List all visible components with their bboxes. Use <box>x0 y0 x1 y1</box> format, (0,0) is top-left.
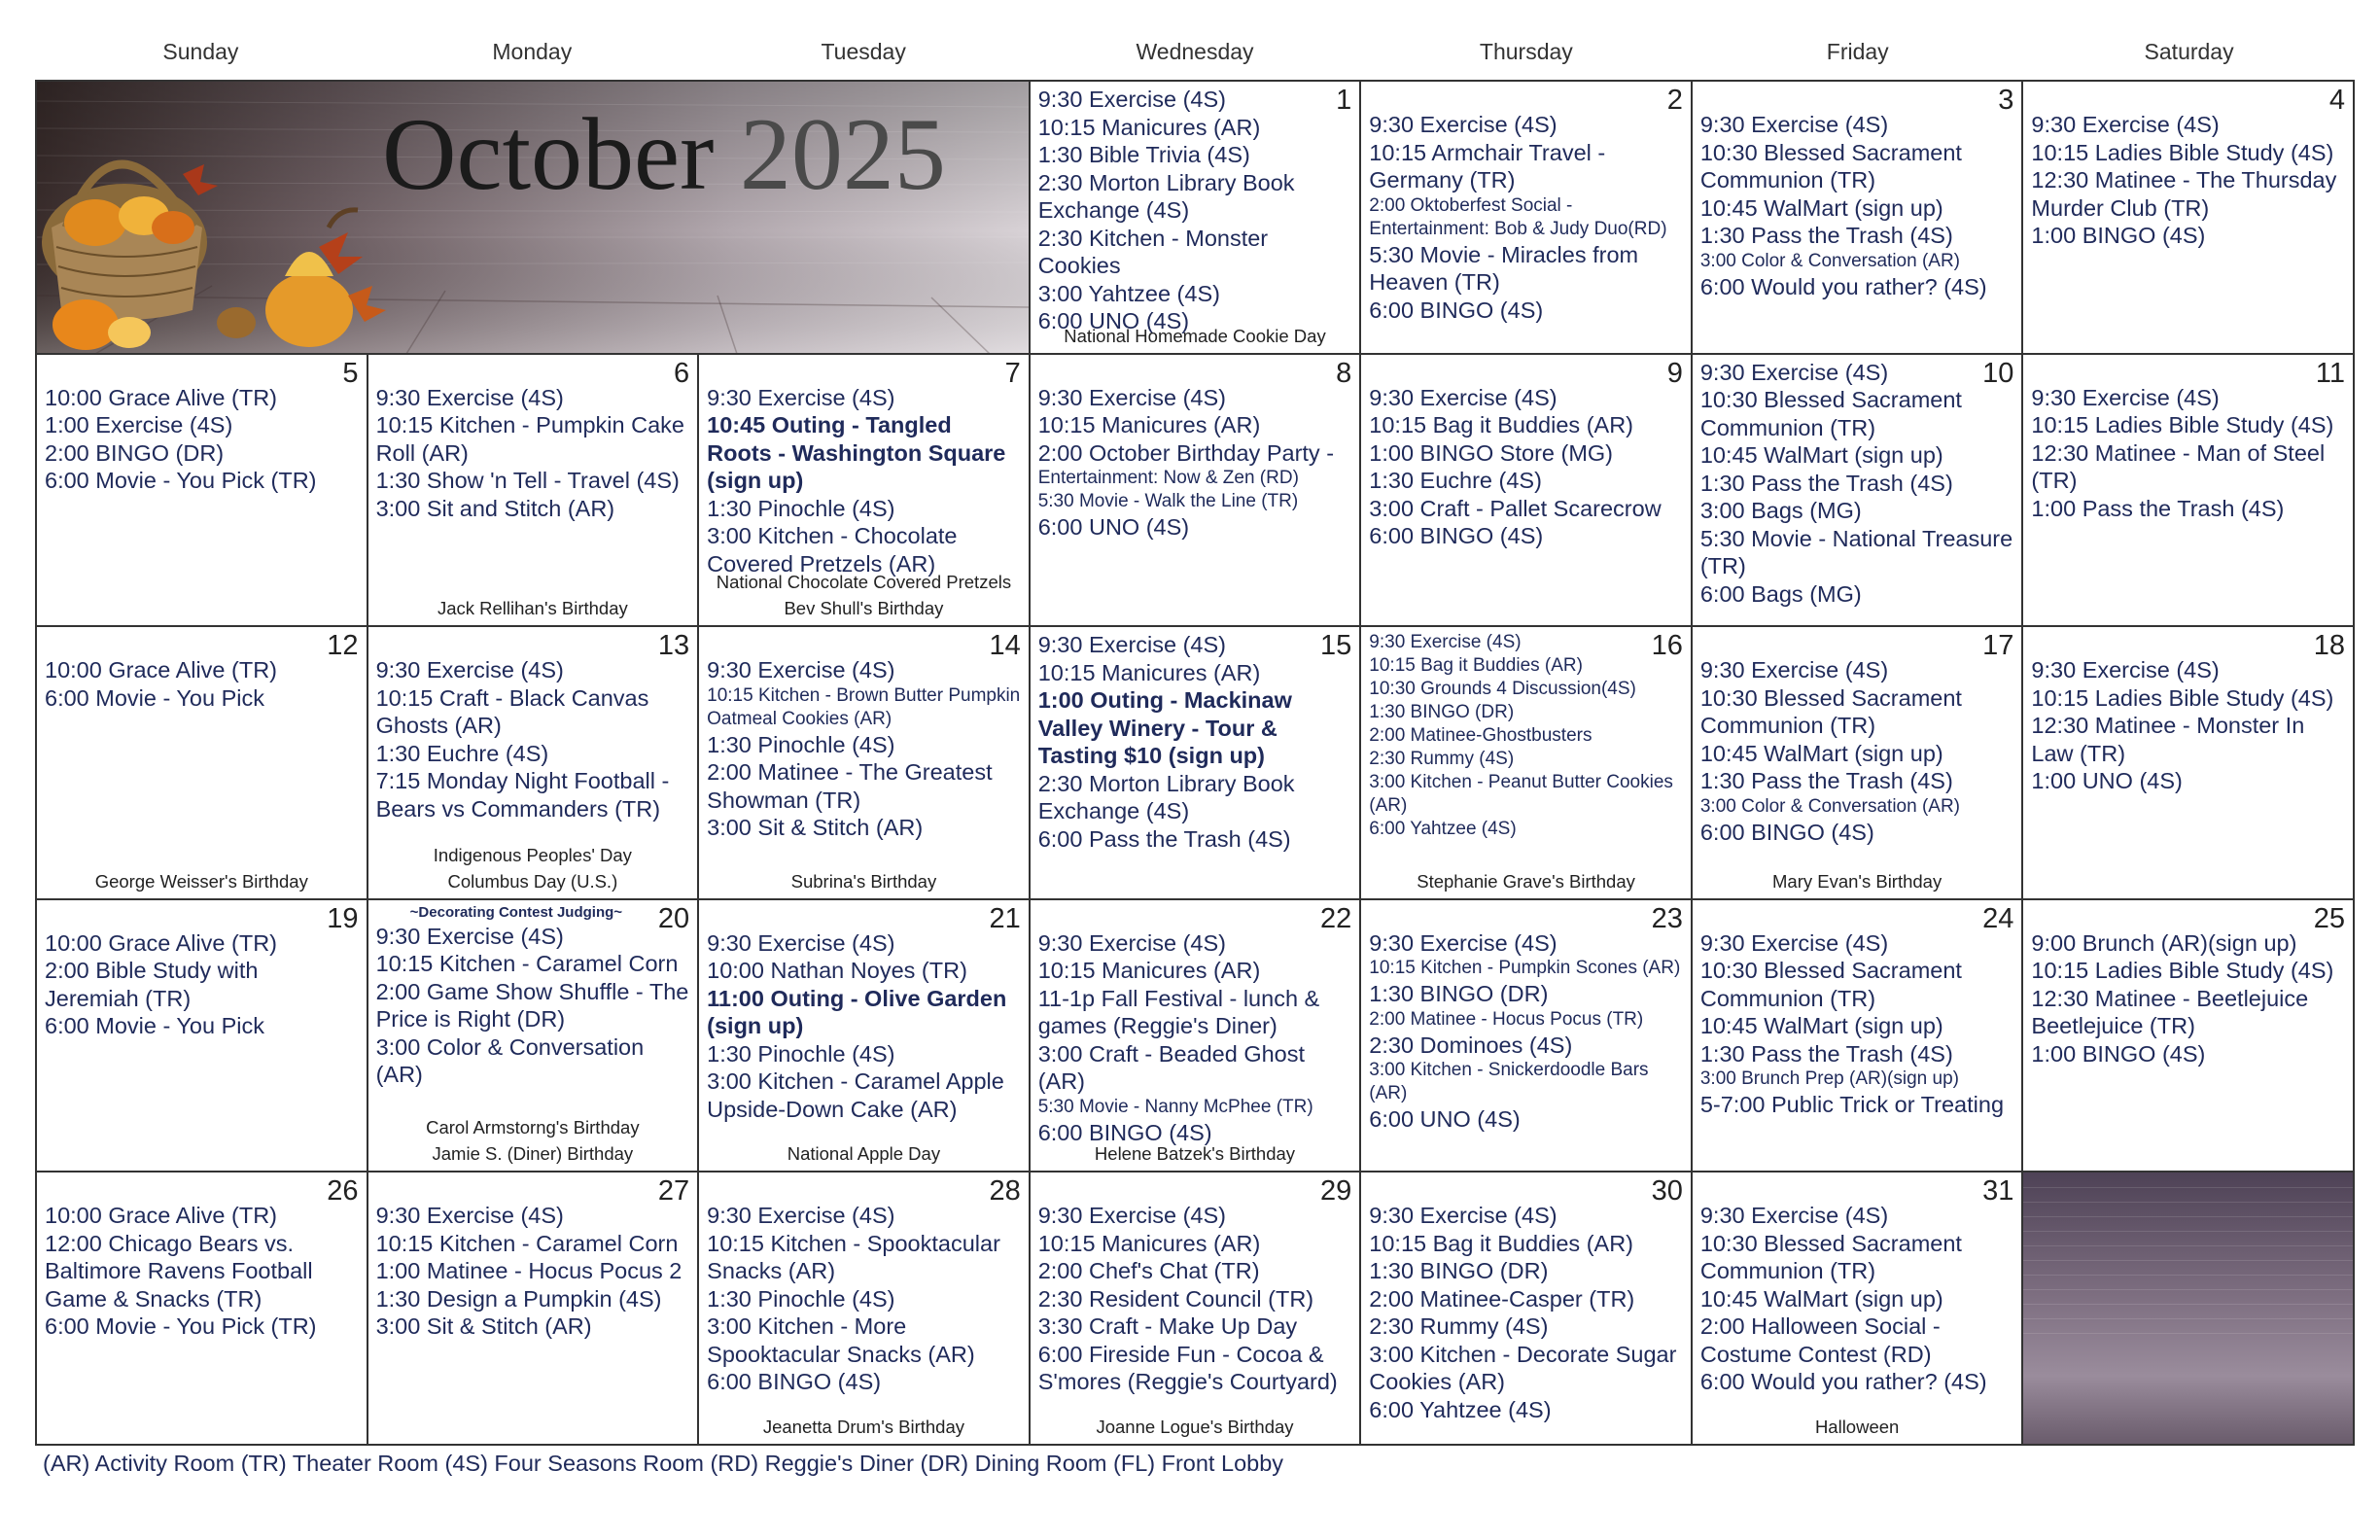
event-item: 9:30 Exercise (4S) <box>1699 359 1889 385</box>
event-item: 3:00 Bags (MG) <box>1699 498 1862 524</box>
event-item: 6:00 BINGO (4S) <box>707 1369 882 1395</box>
event-item: 10:00 Grace Alive (TR) <box>45 657 278 683</box>
event-item: 3:00 Yahtzee (4S) <box>1037 280 1220 306</box>
event-item: 9:30 Exercise (4S) <box>375 1203 564 1229</box>
event-item: 1:30 Euchre (4S) <box>1369 468 1542 494</box>
event-item: 3:30 Craft - Make Up Day <box>1037 1313 1298 1340</box>
event-item: Entertainment: Now & Zen (RD) <box>1037 468 1299 489</box>
event-item: 10:15 Armchair Travel - Germany (TR) <box>1369 139 1606 192</box>
weekday-header: Friday <box>1826 39 1889 64</box>
day-cell <box>37 627 368 900</box>
month-banner <box>37 82 1031 355</box>
weekday-header: Wednesday <box>1136 39 1254 64</box>
event-list <box>376 1202 690 1341</box>
event-item: 2:00 Matinee-Casper (TR) <box>1369 1285 1635 1312</box>
event-item: 10:15 Kitchen - Brown Butter Pumpkin Oatmeal Cookies (AR) <box>707 684 1021 729</box>
event-item: 3:00 Kitchen - Peanut Butter Cookies (AR) <box>1369 772 1673 817</box>
weekday-header: Saturday <box>2144 39 2234 64</box>
day-footnote <box>703 1140 1025 1167</box>
event-item: 1:00 BINGO (4S) <box>2031 223 2206 248</box>
event-list <box>1700 929 2014 1119</box>
event-item: 3:00 Craft - Beaded Ghost (AR) <box>1037 1040 1306 1095</box>
event-item: 6:00 Would you rather? (4S) <box>1699 1369 1987 1395</box>
event-item: 2:30 Rummy (4S) <box>1369 749 1515 770</box>
event-list <box>707 384 1021 578</box>
weekday-header-row <box>35 29 2355 74</box>
event-item: 2:30 Morton Library Book Exchange (4S) <box>1037 169 1295 223</box>
event-item: 9:30 Exercise (4S) <box>2031 657 2220 683</box>
event-item: 9:30 Exercise (4S) <box>707 384 895 410</box>
day-cell <box>1031 1172 1362 1446</box>
event-item: 6:00 UNO (4S) <box>1037 514 1190 541</box>
day-number: 9 <box>1666 357 1683 389</box>
day-cell <box>1031 82 1362 355</box>
event-item: 6:00 Fireside Fun - Cocoa & S'mores (Reggie's Courtyard) <box>1037 1341 1338 1395</box>
event-item: 10:15 Ladies Bible Study (4S) <box>2031 958 2334 984</box>
day-cell <box>1361 900 1693 1173</box>
event-item: 6:00 Movie - You Pick (TR) <box>45 1313 317 1340</box>
day-cell <box>37 900 368 1173</box>
day-cell <box>368 1172 700 1446</box>
event-item: 9:30 Exercise (4S) <box>1699 1203 1889 1229</box>
day-cell <box>368 627 700 900</box>
day-number: 8 <box>1336 357 1352 389</box>
event-list <box>1369 111 1683 324</box>
event-item: 10:30 Blessed Sacrament Communion (TR) <box>1699 684 1962 739</box>
event-list <box>2031 656 2345 795</box>
observance-label: Halloween <box>1814 1417 1900 1437</box>
event-item: 10:30 Grounds 4 Discussion(4S) <box>1369 679 1636 700</box>
event-item: 1:30 Pass the Trash (4S) <box>1699 470 1953 496</box>
event-list <box>45 929 359 1040</box>
event-item: 12:30 Matinee - Beetlejuice Beetlejuice (TR) <box>2031 985 2309 1039</box>
observance-label: Bev Shull's Birthday <box>784 598 944 619</box>
event-item: 10:30 Blessed Sacrament Communion (TR) <box>1699 1230 1962 1284</box>
event-list <box>2031 384 2345 523</box>
day-number: 19 <box>327 902 359 934</box>
day-cell <box>1693 1172 2024 1446</box>
observance-label: National Homemade Cookie Day <box>1064 325 1326 346</box>
event-item: 2:30 Resident Council (TR) <box>1037 1285 1314 1312</box>
event-item: 6:00 BINGO (4S) <box>1699 819 1874 845</box>
event-item: 2:00 Matinee - The Greatest Showman (TR) <box>707 759 993 813</box>
event-item: 6:00 BINGO (4S) <box>1037 1119 1212 1145</box>
day-footnote <box>372 595 694 621</box>
event-list <box>1700 656 2014 846</box>
event-item: 3:00 Sit & Stitch (AR) <box>375 1313 592 1340</box>
event-item: 10:15 Kitchen - Pumpkin Scones (AR) <box>1369 958 1681 979</box>
event-item: 9:30 Exercise (4S) <box>1369 929 1558 956</box>
event-item: 1:00 Matinee - Hocus Pocus 2 <box>375 1258 682 1284</box>
event-item: 10:30 Blessed Sacrament Communion (TR) <box>1699 387 1962 440</box>
event-item: 6:00 Movie - You Pick (TR) <box>45 468 317 494</box>
day-cell <box>368 900 700 1173</box>
event-item: 10:15 Manicures (AR) <box>1037 1230 1261 1256</box>
event-item: 10:15 Manicures (AR) <box>1037 659 1261 685</box>
event-item: 3:00 Kitchen - More Spooktacular Snacks (AR) <box>707 1313 975 1367</box>
day-number: 15 <box>1320 630 1352 662</box>
event-item: 2:30 Dominoes (4S) <box>1369 1032 1573 1058</box>
event-item: 1:30 Pinochle (4S) <box>707 1285 895 1312</box>
day-cell <box>2023 900 2355 1173</box>
event-item: 1:00 BINGO (4S) <box>2031 1040 2206 1067</box>
day-number: 14 <box>989 630 1021 662</box>
event-item: 11-1p Fall Festival - lunch & games (Reggie's Diner) <box>1037 985 1320 1039</box>
event-item: 1:30 Pinochle (4S) <box>707 495 895 521</box>
event-item: 9:30 Exercise (4S) <box>1369 632 1522 653</box>
day-number: 31 <box>1982 1175 2014 1208</box>
event-list <box>1700 1202 2014 1396</box>
event-item: 3:00 Color & Conversation (AR) <box>375 1033 645 1088</box>
event-item: 1:30 Pass the Trash (4S) <box>1699 223 1953 248</box>
event-list <box>1369 1202 1683 1423</box>
weekday-header: Tuesday <box>821 39 906 64</box>
day-number: 7 <box>1004 357 1021 389</box>
event-item: 6:00 Pass the Trash (4S) <box>1037 825 1291 852</box>
event-item: 10:15 Kitchen - Caramel Corn <box>375 1230 679 1256</box>
event-item: 2:30 Morton Library Book Exchange (4S) <box>1037 770 1295 824</box>
day-cell <box>1361 1172 1693 1446</box>
day-cell <box>1693 355 2024 628</box>
day-cell <box>37 1172 368 1446</box>
day-cell <box>37 355 368 628</box>
event-item: 5:30 Movie - Nanny McPhee (TR) <box>1037 1096 1313 1117</box>
day-footnote <box>703 569 1025 621</box>
event-item: 2:00 Matinee-Ghostbusters <box>1369 725 1592 747</box>
event-item: 9:30 Exercise (4S) <box>1369 1203 1558 1229</box>
weekday-header: Sunday <box>162 39 239 64</box>
day-footnote <box>1034 323 1356 349</box>
event-item: 2:00 BINGO (DR) <box>45 439 225 466</box>
event-item: 1:00 Pass the Trash (4S) <box>2031 495 2285 521</box>
event-item: 6:00 Movie - You Pick <box>45 1013 264 1039</box>
observance-label: Indigenous Peoples' Day <box>433 844 632 865</box>
event-item: 2:00 Chef's Chat (TR) <box>1037 1258 1260 1284</box>
event-item: 9:30 Exercise (4S) <box>1699 112 1889 137</box>
event-list <box>2031 111 2345 250</box>
day-cell <box>1031 355 1362 628</box>
day-footnote <box>1697 1414 2018 1440</box>
event-item: 9:30 Exercise (4S) <box>1369 384 1558 410</box>
day-number: 10 <box>1982 357 2014 389</box>
event-item: 1:30 Show 'n Tell - Travel (4S) <box>375 468 680 494</box>
event-item: 1:30 Pass the Trash (4S) <box>1699 1040 1953 1067</box>
event-item: 12:30 Matinee - The Thursday Murder Club (TR) <box>2031 167 2337 221</box>
day-cell <box>699 355 1031 628</box>
day-number: 11 <box>2315 357 2345 389</box>
day-footnote <box>372 842 694 894</box>
event-item: 10:15 Manicures (AR) <box>1037 958 1261 984</box>
event-item: 12:00 Chicago Bears vs. Baltimore Ravens Football Game & Snacks (TR) <box>45 1230 313 1312</box>
event-list <box>1038 631 1352 853</box>
event-item: 6:00 Yahtzee (4S) <box>1369 819 1517 840</box>
event-item: 6:00 UNO (4S) <box>1037 308 1190 333</box>
event-list <box>1038 929 1352 1147</box>
event-list <box>707 929 1021 1124</box>
event-item: 9:30 Exercise (4S) <box>1369 112 1558 137</box>
day-cell <box>2023 627 2355 900</box>
day-number: 3 <box>1998 85 2014 116</box>
event-item: 6:00 Movie - You Pick <box>45 684 264 711</box>
day-footnote <box>41 868 363 894</box>
event-item: 10:15 Bag it Buddies (AR) <box>1369 1230 1633 1256</box>
day-number: 28 <box>989 1175 1021 1208</box>
weekday-header: Thursday <box>1479 39 1573 64</box>
event-list <box>1700 359 2014 609</box>
event-item: 3:00 Kitchen - Chocolate Covered Pretzels (AR) <box>707 523 958 577</box>
event-item: 12:30 Matinee - Man of Steel (TR) <box>2031 439 2326 494</box>
event-item: ~Decorating Contest Judging~ <box>409 903 623 921</box>
event-item: 5-7:00 Public Trick or Treating <box>1699 1092 2005 1118</box>
event-item: 3:00 Craft - Pallet Scarecrow <box>1369 495 1662 521</box>
observance-label: National Apple Day <box>787 1143 941 1165</box>
event-list <box>45 1202 359 1341</box>
event-item: 3:00 Sit & Stitch (AR) <box>707 815 924 841</box>
observance-label: Stephanie Grave's Birthday <box>1417 870 1635 892</box>
observance-label: Mary Evan's Birthday <box>1772 870 1942 892</box>
day-cell <box>1031 627 1362 900</box>
event-item: 10:00 Nathan Noyes (TR) <box>707 958 967 984</box>
day-number: 16 <box>1651 630 1683 662</box>
event-item: 2:00 Halloween Social - Costume Contest (RD) <box>1699 1313 1941 1367</box>
event-item: 10:15 Kitchen - Caramel Corn <box>375 951 679 977</box>
day-number: 6 <box>674 357 690 389</box>
event-item: 2:00 Matinee - Hocus Pocus (TR) <box>1369 1008 1644 1030</box>
day-cell <box>2023 355 2355 628</box>
event-item: 1:30 BINGO (DR) <box>1369 981 1549 1007</box>
event-item: 9:30 Exercise (4S) <box>707 657 895 683</box>
event-list <box>1700 111 2014 300</box>
event-list <box>707 1202 1021 1396</box>
day-number: 22 <box>1320 902 1352 934</box>
event-list <box>45 384 359 495</box>
event-item: 9:30 Exercise (4S) <box>1699 657 1889 683</box>
event-item: 3:00 Color & Conversation (AR) <box>1699 250 1961 271</box>
event-list <box>2031 929 2345 1068</box>
day-number: 21 <box>989 902 1021 934</box>
event-item: 12:30 Matinee - Monster In Law (TR) <box>2031 713 2305 766</box>
observance-label: Joanne Logue's Birthday <box>1096 1417 1294 1437</box>
weekday-header: Monday <box>492 39 573 64</box>
observance-label: Helene Batzek's Birthday <box>1094 1143 1296 1165</box>
event-item: 9:30 Exercise (4S) <box>1037 1203 1227 1229</box>
day-number: 1 <box>1336 85 1352 116</box>
event-item: 1:30 Pinochle (4S) <box>707 731 895 757</box>
event-item: 3:00 Kitchen - Caramel Apple Upside-Down Cake (AR) <box>707 1068 1004 1122</box>
day-footnote <box>1365 868 1687 894</box>
event-item: 10:15 Ladies Bible Study (4S) <box>2031 684 2334 711</box>
event-item: 2:30 Rummy (4S) <box>1369 1313 1549 1340</box>
event-list <box>1369 929 1683 1134</box>
day-number: 18 <box>2313 630 2345 662</box>
event-item: 9:30 Exercise (4S) <box>707 929 895 956</box>
observance-label: Jeanetta Drum's Birthday <box>762 1417 964 1437</box>
event-item: 3:00 Sit and Stitch (AR) <box>375 495 615 521</box>
event-item: 6:00 UNO (4S) <box>1369 1106 1521 1133</box>
event-item: 10:45 WalMart (sign up) <box>1699 1013 1943 1039</box>
event-item: 1:00 Outing - Mackinaw Valley Winery - Tour & Tasting $10 (sign up) <box>1037 687 1292 769</box>
day-number: 23 <box>1651 902 1683 934</box>
event-item: 9:30 Exercise (4S) <box>2031 384 2220 410</box>
event-item: 10:45 WalMart (sign up) <box>1699 1285 1943 1312</box>
event-item: 10:15 Bag it Buddies (AR) <box>1369 655 1583 677</box>
event-item: 2:00 Bible Study with Jeremiah (TR) <box>45 958 259 1011</box>
event-item: 9:30 Exercise (4S) <box>707 1203 895 1229</box>
event-list <box>376 656 690 822</box>
event-item: 5:30 Movie - Walk the Line (TR) <box>1037 491 1299 512</box>
event-item: 1:30 Design a Pumpkin (4S) <box>375 1285 662 1312</box>
event-item: 10:15 Ladies Bible Study (4S) <box>2031 412 2334 438</box>
event-item: 6:00 BINGO (4S) <box>1369 523 1544 549</box>
event-item: 11:00 Outing - Olive Garden (sign up) <box>707 985 1007 1039</box>
observance-label: Subrina's Birthday <box>790 870 937 892</box>
day-number: 4 <box>2328 85 2345 116</box>
event-item: 10:45 Outing - Tangled Roots - Washington Square (sign up) <box>707 412 1006 494</box>
event-item: 9:30 Exercise (4S) <box>1037 384 1227 410</box>
event-item: 10:00 Grace Alive (TR) <box>45 384 278 410</box>
event-item: 6:00 Yahtzee (4S) <box>1369 1396 1552 1422</box>
event-item: 10:15 Manicures (AR) <box>1037 412 1261 438</box>
event-item: 1:30 Pinochle (4S) <box>707 1040 895 1067</box>
day-number: 29 <box>1320 1175 1352 1208</box>
day-cell <box>699 627 1031 900</box>
event-list <box>45 656 359 712</box>
event-item: 7:15 Monday Night Football - Bears vs Commanders (TR) <box>375 768 670 822</box>
event-item: 9:00 Brunch (AR)(sign up) <box>2031 929 2297 956</box>
event-item: 9:30 Exercise (4S) <box>375 923 564 949</box>
observance-label: Jack Rellihan's Birthday <box>437 598 628 619</box>
event-item: 9:30 Exercise (4S) <box>1037 929 1227 956</box>
day-number: 2 <box>1666 85 1683 116</box>
day-footnote <box>1034 1414 1356 1440</box>
event-item: 2:00 Game Show Shuffle - The Price is Right (DR) <box>375 978 689 1032</box>
day-cell <box>1031 900 1362 1173</box>
day-cell <box>368 355 700 628</box>
event-item: 3:00 Brunch Prep (AR)(sign up) <box>1699 1068 1959 1090</box>
day-cell <box>1693 627 2024 900</box>
day-footnote <box>1034 1140 1356 1167</box>
day-number: 5 <box>342 357 359 389</box>
observance-label: George Weisser's Birthday <box>94 870 308 892</box>
month-title <box>382 93 946 216</box>
day-cell <box>1693 82 2024 355</box>
day-number: 12 <box>327 630 359 662</box>
day-cell <box>1361 355 1693 628</box>
event-item: 9:30 Exercise (4S) <box>375 657 564 683</box>
day-number: 30 <box>1651 1175 1683 1208</box>
event-item: 2:00 Oktoberfest Social - Entertainment: Bob & Judy Duo(RD) <box>1369 194 1667 239</box>
observance-label: Carol Armstorng's Birthday <box>426 1117 640 1138</box>
day-number: 20 <box>657 902 690 934</box>
event-item: 2:00 October Birthday Party - <box>1037 439 1335 466</box>
event-list <box>1038 384 1352 542</box>
room-legend: (AR) Activity Room (TR) Theater Room (4S) Four Seasons Room (RD) Reggie's Diner (DR) Dining Room (FL) Front Lobby <box>43 1451 1284 1476</box>
event-item: 10:15 Kitchen - Spooktacular Snacks (AR) <box>707 1230 1000 1284</box>
day-footnote <box>703 868 1025 894</box>
decorative-wood-panel <box>2023 1172 2355 1446</box>
day-cell <box>699 900 1031 1173</box>
event-item: 1:30 Pass the Trash (4S) <box>1699 768 1953 794</box>
event-item: 1:00 Exercise (4S) <box>45 412 233 438</box>
event-item: 9:30 Exercise (4S) <box>1037 632 1227 658</box>
event-item: 10:45 WalMart (sign up) <box>1699 442 1943 469</box>
event-item: 9:30 Exercise (4S) <box>1037 87 1227 112</box>
observance-label: National Chocolate Covered Pretzels <box>716 572 1012 593</box>
event-item: 5:30 Movie - National Treasure (TR) <box>1699 525 2013 579</box>
event-item: 10:00 Grace Alive (TR) <box>45 1203 278 1229</box>
event-item: 10:15 Bag it Buddies (AR) <box>1369 412 1633 438</box>
event-item: 10:30 Blessed Sacrament Communion (TR) <box>1699 139 1962 192</box>
observance-label: Jamie S. (Diner) Birthday <box>432 1143 634 1165</box>
day-number: 26 <box>327 1175 359 1208</box>
event-list <box>1369 631 1683 841</box>
event-item: 1:30 BINGO (DR) <box>1369 702 1515 723</box>
event-item: 9:30 Exercise (4S) <box>1699 929 1889 956</box>
event-item: 10:00 Grace Alive (TR) <box>45 929 278 956</box>
event-item: 6:00 Bags (MG) <box>1699 580 1862 607</box>
day-number: 27 <box>657 1175 690 1208</box>
event-item: 10:15 Craft - Black Canvas Ghosts (AR) <box>375 684 649 739</box>
day-number: 24 <box>1982 902 2014 934</box>
event-list <box>1038 1202 1352 1396</box>
event-item: 10:15 Kitchen - Pumpkin Cake Roll (AR) <box>375 412 684 466</box>
event-item: 9:30 Exercise (4S) <box>2031 112 2220 137</box>
day-cell <box>699 1172 1031 1446</box>
day-cell <box>2023 82 2355 355</box>
observance-label: Columbus Day (U.S.) <box>447 870 618 892</box>
event-list <box>707 656 1021 842</box>
month-name: October <box>382 97 715 211</box>
day-number: 17 <box>1982 630 2014 662</box>
day-cell <box>1693 900 2024 1173</box>
event-item: 1:30 BINGO (DR) <box>1369 1258 1549 1284</box>
day-cell <box>1361 627 1693 900</box>
event-item: 6:00 BINGO (4S) <box>1369 297 1544 323</box>
calendar-grid <box>35 80 2355 1446</box>
event-item: 10:15 Manicures (AR) <box>1037 114 1261 140</box>
event-item: 10:45 WalMart (sign up) <box>1699 740 1943 766</box>
event-item: 1:30 Bible Trivia (4S) <box>1037 142 1250 167</box>
event-item: 1:30 Euchre (4S) <box>375 740 549 766</box>
event-item: 2:30 Kitchen - Monster Cookies <box>1037 225 1269 278</box>
event-item: 3:00 Kitchen - Snickerdoodle Bars (AR) <box>1369 1060 1649 1104</box>
event-list <box>376 904 690 1089</box>
year: 2025 <box>739 97 946 211</box>
day-number: 13 <box>657 630 690 662</box>
day-footnote <box>703 1414 1025 1440</box>
event-item: 1:00 BINGO Store (MG) <box>1369 439 1614 466</box>
event-item: 1:00 UNO (4S) <box>2031 768 2183 794</box>
day-number: 25 <box>2313 902 2345 934</box>
event-item: 10:45 WalMart (sign up) <box>1699 194 1943 221</box>
day-footnote <box>1697 868 2018 894</box>
event-list <box>376 384 690 523</box>
day-cell <box>1361 82 1693 355</box>
event-item: 6:00 Would you rather? (4S) <box>1699 273 1987 299</box>
event-item: 9:30 Exercise (4S) <box>375 384 564 410</box>
event-item: 10:15 Ladies Bible Study (4S) <box>2031 139 2334 165</box>
event-list <box>1369 384 1683 550</box>
event-item: 3:00 Kitchen - Decorate Sugar Cookies (AR) <box>1369 1341 1677 1395</box>
event-item: 5:30 Movie - Miracles from Heaven (TR) <box>1369 241 1639 295</box>
event-list <box>1038 86 1352 335</box>
event-item: 3:00 Color & Conversation (AR) <box>1699 795 1961 817</box>
day-footnote <box>372 1114 694 1167</box>
event-item: 10:30 Blessed Sacrament Communion (TR) <box>1699 958 1962 1011</box>
